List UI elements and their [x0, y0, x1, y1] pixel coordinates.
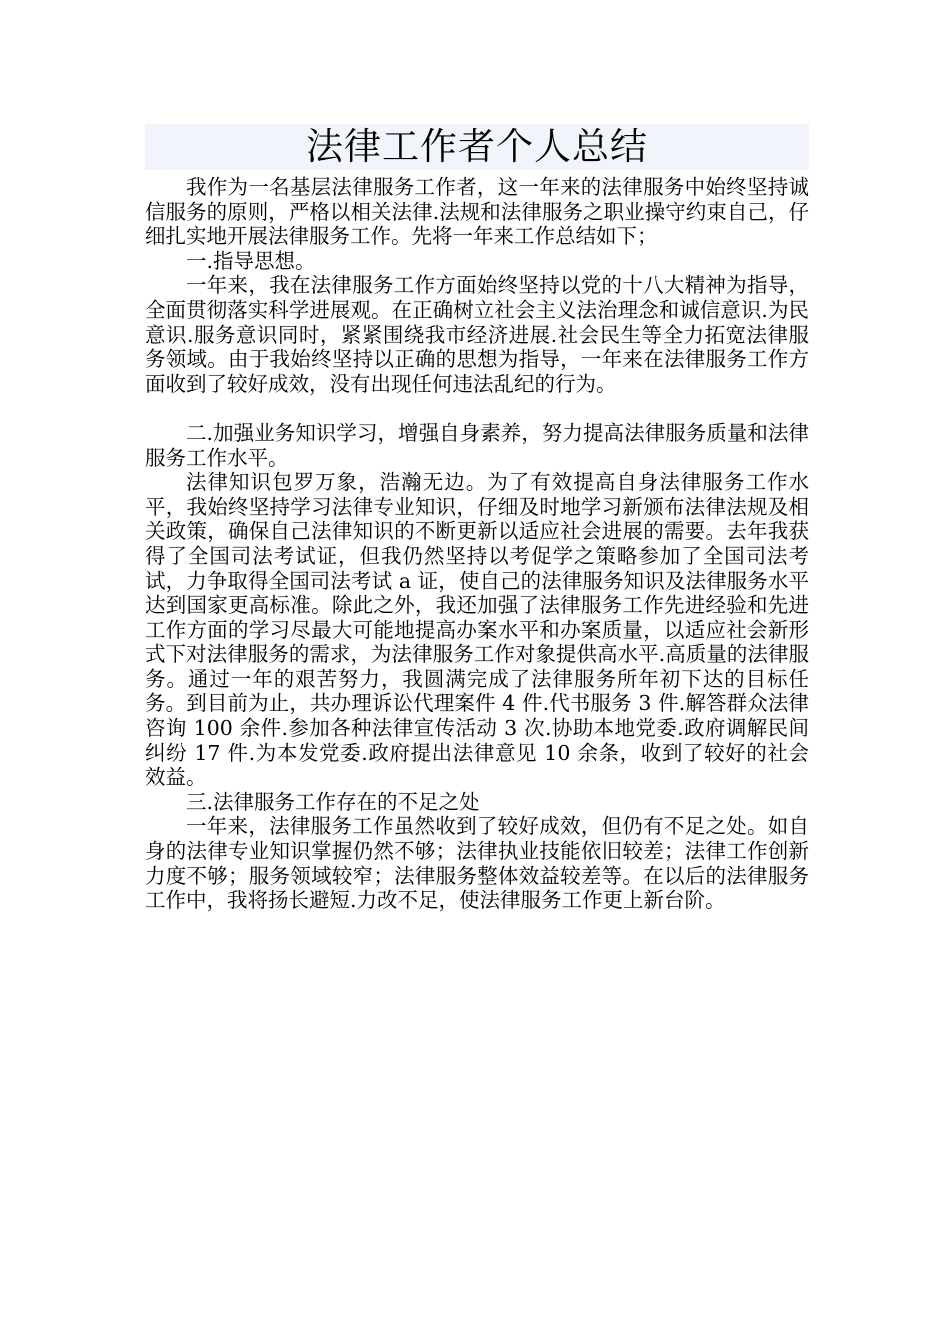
- intro-paragraph: 我作为一名基层法律服务工作者，这一年来的法律服务中始终坚持诚信服务的原则，严格以相关法律.法规和法律服务之职业操守约束自己，仔细扎实地开展法律服务工作。先将一年来工作总结如下；: [145, 175, 809, 249]
- blank-line: [145, 396, 809, 421]
- document-body: [145, 124, 809, 913]
- section-heading-study: 二.加强业务知识学习，增强自身素养，努力提高法律服务质量和法律服务工作水平。: [145, 420, 809, 470]
- section-body-shortcomings: 一年来，法律服务工作虽然收到了较好成效，但仍有不足之处。如自身的法律专业知识掌握仍然不够；法律执业技能依旧较差；法律工作创新力度不够；服务领域较窄；法律服务整体效益较差等。在以后的法律服务工作中，我将扬长避短.力改不足，使法律服务工作更上新台阶。: [145, 814, 809, 913]
- document-title: 法律工作者个人总结: [145, 124, 809, 170]
- section-body-guiding-ideology: 一年来，我在法律服务工作方面始终坚持以党的十八大精神为指导，全面贯彻落实科学进展观。在正确树立社会主义法治理念和诚信意识.为民意识.服务意识同时，紧紧围绕我市经济进展.社会民生等全力拓宽法律服务领域。由于我始终坚持以正确的思想为指导，一年来在法律服务工作方面收到了较好成效，没有出现任何违法乱纪的行为。: [145, 273, 809, 396]
- section-body-study: 法律知识包罗万象，浩瀚无边。为了有效提高自身法律服务工作水平，我始终坚持学习法律专业知识，仔细及时地学习新颁布法律法规及相关政策，确保自己法律知识的不断更新以适应社会进展的需要。去年我获得了全国司法考试证，但我仍然坚持以考促学之策略参加了全国司法考试，力争取得全国司法考试 a 证，使自己的法律服务知识及法律服务水平达到国家更高标准。除此之外，我还加强了法律服务工作先进经验和先进工作方面的学习尽最大可能地提高办案水平和办案质量，以适应社会新形式下对法律服务的需求，为法律服务工作对象提供高水平.高质量的法律服务。通过一年的艰苦努力，我圆满完成了法律服务所年初下达的目标任务。到目前为止，共办理诉讼代理案件 4 件.代书服务 3 件.解答群众法律咨询 100 余件.参加各种法律宣传活动 3 次.协助本地党委.政府调解民间纠纷 17 件.为本发党委.政府提出法律意见 10 余条，收到了较好的社会效益。: [145, 470, 809, 790]
- section-heading-guiding-ideology: 一.指导思想。: [186, 248, 316, 273]
- section-heading-shortcomings: 三.法律服务工作存在的不足之处: [186, 789, 480, 814]
